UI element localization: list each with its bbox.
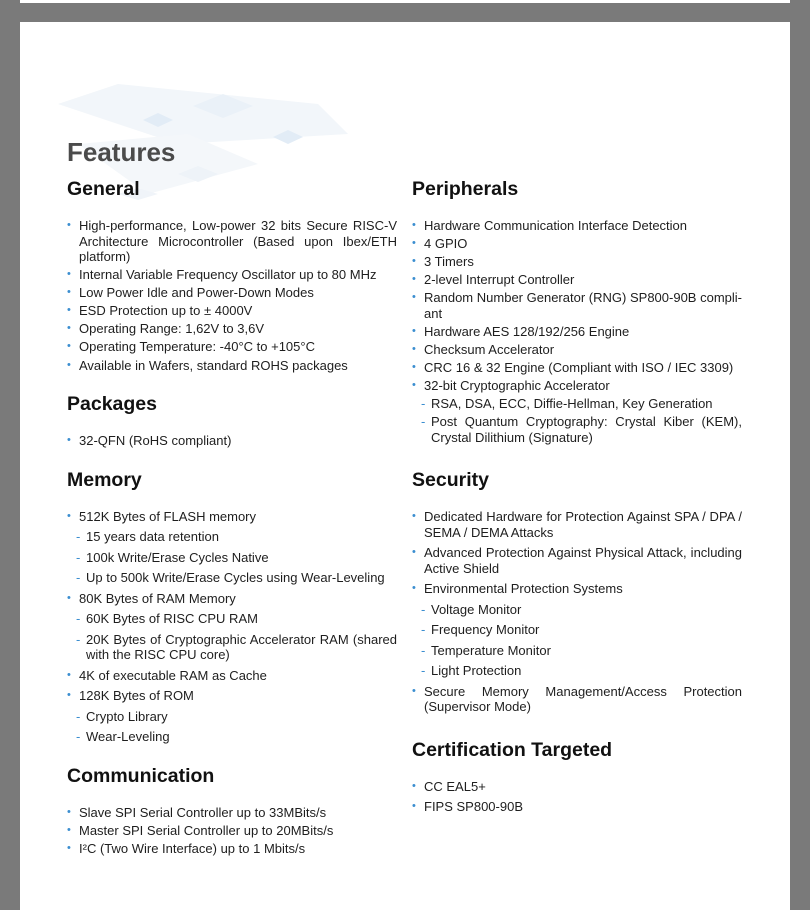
list-item: • Hardware AES 128/192/256 Engine: [412, 324, 742, 340]
feature-list: [67, 433, 397, 449]
page-title: Features: [67, 137, 176, 167]
sub-list-item: - Post Quantum Cryptography: Crystal Kiber (KEM), Crystal Dilithium (Signature): [412, 414, 742, 445]
list-item: • CRC 16 & 32 Engine (Compliant with ISO / IEC 3309): [412, 360, 742, 376]
list-item: • I²C (Two Wire Interface) up to 1 Mbits/s: [67, 841, 397, 857]
sub-list-item: - 100k Write/Erase Cycles Native: [67, 550, 397, 566]
feature-list: [412, 218, 742, 445]
list-item: • Master SPI Serial Controller up to 20MBits/s: [67, 823, 397, 839]
list-item: • ESD Protection up to ± 4000V: [67, 303, 397, 319]
section-title: Communication: [67, 764, 215, 787]
list-item: • Slave SPI Serial Controller up to 33MBits/s: [67, 805, 397, 821]
left-column: [67, 178, 397, 859]
list-item: • Advanced Protection Against Physical Attack, including Active Shield: [412, 545, 742, 576]
sub-list-item: - 15 years data retention: [67, 529, 397, 545]
section-peripherals: [412, 178, 742, 445]
section-packages: [67, 393, 397, 449]
sub-list-item: - Crypto Library: [67, 709, 397, 725]
list-item: • 32-bit Cryptographic Accelerator: [412, 378, 742, 394]
sub-list-item: - 20K Bytes of Cryptographic Accelerator RAM (shared with the RISC CPU core): [67, 632, 397, 663]
section-title: Security: [412, 469, 489, 492]
feature-list: [67, 509, 397, 745]
right-column: [412, 178, 742, 820]
section-title: Peripherals: [412, 178, 519, 200]
list-item: • 3 Timers: [412, 254, 742, 270]
sub-list-item: - RSA, DSA, ECC, Diffie-Hellman, Key Generation: [412, 396, 742, 412]
feature-list: [412, 509, 742, 715]
list-item: • Low Power Idle and Power-Down Modes: [67, 285, 397, 301]
list-item: • High-performance, Low-power 32 bits Secure RISC-V Architecture Microcontroller (Based upon Ibex/ETH platform): [67, 218, 397, 265]
list-item: • FIPS SP800-90B: [412, 799, 742, 815]
feature-list: [67, 805, 397, 857]
list-item: • Operating Range: 1,62V to 3,6V: [67, 321, 397, 337]
list-item: • Checksum Accelerator: [412, 342, 742, 358]
list-item: • 2-level Interrupt Controller: [412, 272, 742, 288]
section-general: [67, 178, 397, 373]
list-item: • 32-QFN (RoHS compliant): [67, 433, 397, 449]
section-title: Packages: [67, 393, 157, 416]
feature-list: [67, 218, 397, 373]
section-certification-targeted: [412, 739, 742, 815]
sub-list-item: - Up to 500k Write/Erase Cycles using Wear-Leveling: [67, 570, 397, 586]
sub-list-item: - Voltage Monitor: [412, 602, 742, 618]
list-item: • Available in Wafers, standard ROHS packages: [67, 358, 397, 374]
sub-list-item: - Wear-Leveling: [67, 729, 397, 745]
list-item: • Hardware Communication Interface Detection: [412, 218, 742, 234]
section-memory: [67, 469, 397, 745]
list-item: • Random Number Generator (RNG) SP800-90B compli-ant: [412, 290, 742, 321]
list-item: • 4 GPIO: [412, 236, 742, 252]
document-page: [20, 22, 790, 910]
previous-page-edge: [20, 0, 790, 3]
sub-list-item: - Frequency Monitor: [412, 622, 742, 638]
section-communication: [67, 765, 397, 857]
list-item: • CC EAL5+: [412, 779, 742, 795]
section-title: General: [67, 178, 140, 200]
sub-list-item: - 60K Bytes of RISC CPU RAM: [67, 611, 397, 627]
list-item: • Dedicated Hardware for Protection Against SPA / DPA / SEMA / DEMA Attacks: [412, 509, 742, 540]
list-item: • Operating Temperature: -40°C to +105°C: [67, 339, 397, 355]
list-item: • 80K Bytes of RAM Memory: [67, 591, 397, 607]
list-item: • 4K of executable RAM as Cache: [67, 668, 397, 684]
list-item: • Internal Variable Frequency Oscillator up to 80 MHz: [67, 267, 397, 283]
feature-list: [412, 779, 742, 815]
section-title: Certification Targeted: [412, 738, 613, 761]
sub-list-item: - Temperature Monitor: [412, 643, 742, 659]
sub-list-item: - Light Protection: [412, 663, 742, 679]
list-item: • Environmental Protection Systems: [412, 581, 742, 597]
list-item: • 128K Bytes of ROM: [67, 688, 397, 704]
list-item: • Secure Memory Management/Access Protection (Supervisor Mode): [412, 684, 742, 715]
list-item: • 512K Bytes of FLASH memory: [67, 509, 397, 525]
section-security: [412, 469, 742, 715]
section-title: Memory: [67, 468, 142, 491]
